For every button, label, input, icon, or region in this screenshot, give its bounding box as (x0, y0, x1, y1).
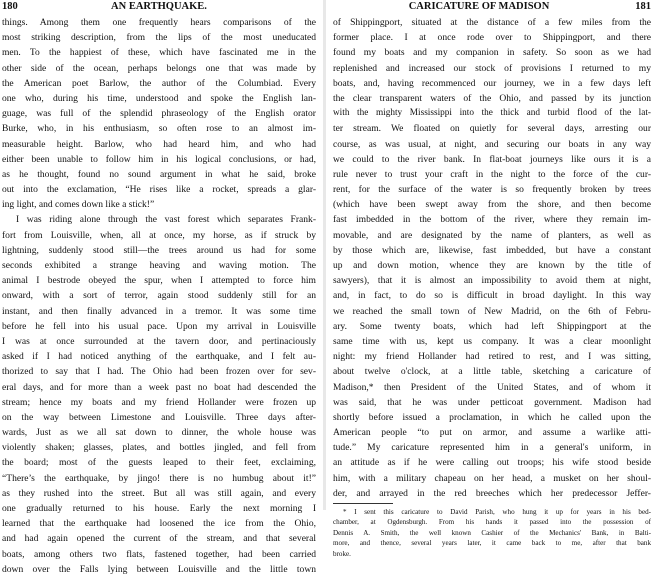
text-line: out into the exclamation, “He rises like a rocket, spreads a glar- (2, 184, 316, 196)
book-gutter (323, 0, 326, 510)
text-line: on the way between Limestone and Louisville. Three days after- (2, 411, 316, 423)
footnote-line: * I sent this caricature to David Parish, who hung it up for years in his bed- (343, 508, 651, 516)
text-line: ary. Some twenty boats, which had left Shippingport at the (333, 320, 651, 332)
text-line: same time with us, kept us company. It was a clear moonlight (333, 335, 651, 347)
text-line: tude.” My caricature represented him in a general's uniform, in (333, 442, 651, 454)
text-line: with the mighty Mississippi into the thick and turbid flood of the lat- (333, 108, 651, 119)
footnote-line: Dennis A. Smith, the well known Cashier of the Mechanics' Bank, in Balti- (333, 528, 651, 537)
text-line: ing light, and comes down like a stick!” (2, 199, 155, 211)
text-line: up and down motion, whence they are known by the title of (333, 260, 651, 271)
text-line: stream; hence my boats and my friend Hollander were frozen up (2, 396, 316, 408)
running-head: CARICATURE OF MADISON (408, 1, 550, 12)
text-line: was said, that he was under petticoat government. Madison had (333, 396, 651, 408)
text-line: boats, among others two flats, fastened together, had been carried (2, 548, 316, 560)
footnote-line: broke. (333, 549, 351, 558)
footnote-line: more, and thence, several years later, it came back to me, after that bank (333, 539, 651, 548)
left-page-body (0, 14, 318, 577)
text-line: course, as was usual, at night, and securing our boats in any way (333, 138, 651, 150)
text-line: instant, and then finally advanced in a tremor. It was some time (2, 305, 316, 317)
text-line: as he thought, found no sound argument in what he said, broke (2, 168, 316, 180)
text-line: eral days, and for more than a week past no boat had descended the (2, 381, 316, 393)
text-line: things. Among them one frequently hears comparisons of the (2, 17, 316, 28)
text-line: guage, was full of the splendid phraseology of the English orator (2, 108, 316, 120)
text-line: thorized to say that I had. The Ohio had been frozen over for sev- (2, 366, 316, 378)
text-line: onward, with a sort of terror, again stood suddenly still for an (2, 290, 316, 302)
text-line: the clear transparent waters of the Ohio, and passed by its junction (333, 92, 651, 104)
right-page-header (331, 0, 653, 14)
text-line: the American poet Barlow, the author of the Columbiad. Every (2, 77, 316, 89)
text-line: shortly before issued a proclamation, in which he called upon the (333, 411, 651, 423)
text-line: night: my friend Hollander had retired to rest, and I was sitting, (333, 351, 651, 363)
text-line: fast imbedded in the bottom of the river, where they remain im- (333, 214, 651, 226)
text-line: Burke, who, in his enthusiasm, so often rose to an almost im- (2, 123, 316, 135)
text-line: found my boats and my companion in safety. So soon as we had (333, 47, 651, 59)
text-line: we could to the river bank. In flat-boat journeys like ours it is a (333, 153, 651, 165)
text-line: of Shippingport, situated at the distance of a few miles from the (333, 17, 651, 28)
text-line: the board; most of the guests leaped to their feet, exclaiming, (2, 457, 316, 469)
text-line: by those which are, likewise, fast imbedded, but have a constant (333, 244, 651, 256)
text-line: fort from Louisville, when, all at once, my horse, as if struck by (2, 229, 316, 241)
text-line: movable, and are designated by the name of planters, as well as (333, 229, 651, 241)
text-line: other side of the ocean, perhaps belongs one that was made by (2, 62, 316, 74)
footnote-line: chamber, at Ogdensburgh. From his hands it passed into the possession of (333, 518, 651, 527)
text-line: der, and arrayed in the red breeches which her predecessor Jeffer- (333, 487, 651, 499)
text-line: about twelve o'clock, at a little table, sketching a caricature of (333, 366, 651, 378)
text-line: boats, and, having recommenced our journey, we in a few days left (333, 77, 651, 89)
text-line: learned that the earthquake had loosened the ice from the Ohio, (2, 518, 316, 530)
left-page (0, 0, 318, 575)
footnote-rule (333, 503, 393, 504)
text-line: seconds exhibited a strange heaving and waving motion. The (2, 260, 316, 271)
text-line: sawyers), that it is almost an impossibility to avoid them at night, (333, 275, 651, 287)
text-line: animal I bestrode obeyed the spur, when I attempted to force him (2, 275, 316, 287)
text-line: down over the Falls lying between Louisville and the little town (2, 563, 316, 575)
text-line: men. To the happiest of these, which have fascinated me in the (2, 47, 316, 59)
text-line: asked if I had noticed anything of the earthquake, and I felt au- (2, 351, 316, 363)
text-line: former place. I at once rode over to Shippingport, and there (333, 32, 651, 44)
text-line: one gradually returned to his house. Early the next morning I (2, 503, 316, 514)
text-line: before he fell into his usual pace. Upon my arrival in Louisville (2, 320, 316, 332)
text-line: ter stream. We floated on quietly for several days, arresting our (333, 123, 651, 135)
page-number: 180 (2, 1, 18, 12)
text-line: and had again opened the current of the stream, and that several (2, 533, 316, 545)
text-line: rule never to trust your craft in the night to the force of the cur- (333, 168, 651, 180)
text-line: an attitude as if he were calling out troops; his wife stood beside (333, 457, 651, 469)
text-line: measurable height. Barlow, who had heard him, and who had (2, 138, 316, 150)
text-line: most striking description, from the lips of the most uneducated (2, 32, 316, 44)
right-page (331, 0, 653, 558)
right-page-body (331, 14, 653, 559)
text-line: I was riding alone through the vast forest which separates Frank- (16, 214, 316, 226)
text-line: and, in fact, to do so is difficult in broad daylight. In this way (333, 290, 651, 302)
text-line: “There’s the earthquake, by jingo! there is no humbug about it!” (2, 472, 316, 484)
text-line: violently shaken; glasses, plates, and bottles jingled, and fell from (2, 442, 316, 454)
text-line: replenished and increased our stock of provisions I returned to my (333, 62, 651, 74)
left-page-header (0, 0, 318, 14)
running-head: AN EARTHQUAKE. (111, 1, 207, 12)
text-line: rent, for the surface of the water is so frequently broken by trees (333, 184, 651, 196)
text-line: I was at once surrounded at the tavern door, and pertinaciously (2, 335, 316, 347)
text-line: (which have been swept away from the shore, and then become (333, 199, 651, 211)
text-line: lightning, suddenly stood still—the trees around us had for some (2, 244, 316, 256)
text-line: as they rushed into the street. But all was still again, and every (2, 487, 316, 499)
text-line: either been unable to follow him in his logical conclusions, or had, (2, 153, 316, 165)
text-line: we reached the small town of New Madrid, on the 6th of Febru- (333, 305, 651, 317)
text-line: wards, Just as we all sat down to dinner, the whole house was (2, 427, 316, 439)
text-line: American people “to put on armor, and assume a warlike atti- (333, 427, 651, 439)
text-line: one who, during his time, understood and spoke the English lan- (2, 92, 316, 104)
page-number: 181 (635, 1, 651, 12)
footnote (333, 507, 651, 559)
text-line: him, with a military chapeau on her head, a musket on her shoul- (333, 472, 651, 484)
text-line: Madison,* then President of the United States, and of whom it (333, 381, 651, 393)
